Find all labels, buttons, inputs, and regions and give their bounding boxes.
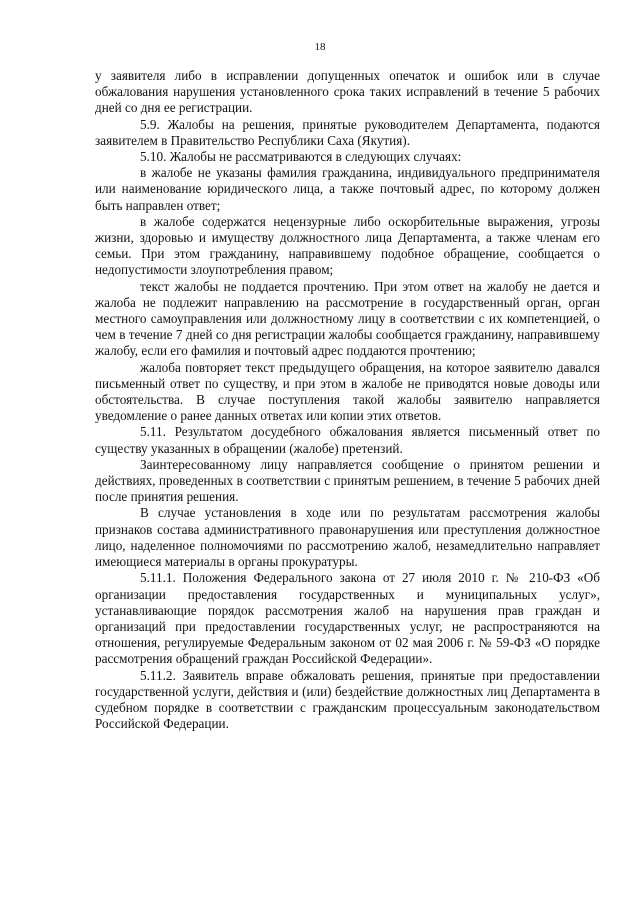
page-number: 18 (314, 41, 326, 53)
paragraph-5-11-1: 5.11.1. Положения Федерального закона от 27 июля 2010 г. № 210-ФЗ «Об организации предоставления государственных и муниципальных услуг», устанавливающие порядок рассмотрения жалоб на нарушения прав граждан и организаций при предоставлении государственных услуг, не распространяются на отношения, регулируемые Федеральным законом от 02 мая 2006 г. № 59-ФЗ «О порядке рассмотрения обращений граждан Российской Федерации». (95, 570, 600, 667)
paragraph-case-unreadable: текст жалобы не поддается прочтению. При этом ответ на жалобу не дается и жалоба не подлежит направлению на рассмотрение в государственный орган, орган местного самоуправления или должностному лицу в соответствии с их компетенцией, о чем в течение 7 дней со дня регистрации жалобы сообщается гражданину, направившему жалобу, если его фамилия и почтовый адрес поддаются прочтению; (95, 278, 600, 359)
document-body (95, 68, 600, 732)
paragraph-notification: Заинтересованному лицу направляется сообщение о принятом решении и действиях, проведенных в соответствии с принятым решением, в течение 5 рабочих дней после принятия решения. (95, 456, 600, 505)
paragraph-case-repeat: жалоба повторяет текст предыдущего обращения, на которое заявителю давался письменный ответ по существу, и при этом в жалобе не приводятся новые доводы или обстоятельства. В случае поступления такой жалобы заявителю направляется уведомление о ранее данных ответах или копии этих ответов. (95, 359, 600, 424)
paragraph-5-11-2: 5.11.2. Заявитель вправе обжаловать решения, принятые при предоставлении государственной услуги, действия и (или) бездействие должностных лиц Департамента в судебном порядке в соответствии с гражданским процессуальным законодательством Российской Федерации. (95, 667, 600, 732)
paragraph-5-11: 5.11. Результатом досудебного обжалования является письменный ответ по существу указанных в обращении (жалобе) претензий. (95, 424, 600, 456)
paragraph-continuation: у заявителя либо в исправлении допущенных опечаток и ошибок или в случае обжалования нарушения установленного срока таких исправлений в течение 5 рабочих дней со дня ее регистрации. (95, 68, 600, 116)
paragraph-5-9: 5.9. Жалобы на решения, принятые руководителем Департамента, подаются заявителем в Правительство Республики Саха (Якутия). (95, 116, 600, 148)
paragraph-prosecution: В случае установления в ходе или по результатам рассмотрения жалобы признаков состава административного правонарушения или преступления должностное лицо, наделенное полномочиями по рассмотрению жалоб, незамедлительно направляет имеющиеся материалы в органы прокуратуры. (95, 505, 600, 570)
paragraph-case-no-name: в жалобе не указаны фамилия гражданина, индивидуального предпринимателя или наименование юридического лица, а также почтовый адрес, по которому должен быть направлен ответ; (95, 165, 600, 213)
paragraph-case-offensive: в жалобе содержатся нецензурные либо оскорбительные выражения, угрозы жизни, здоровью и имуществу должностного лица Департамента, а также членам его семьи. При этом гражданину, направившему подобное обращение, сообщается о недопустимости злоупотребления правом; (95, 213, 600, 278)
paragraph-5-10: 5.10. Жалобы не рассматриваются в следующих случаях: (140, 149, 462, 165)
